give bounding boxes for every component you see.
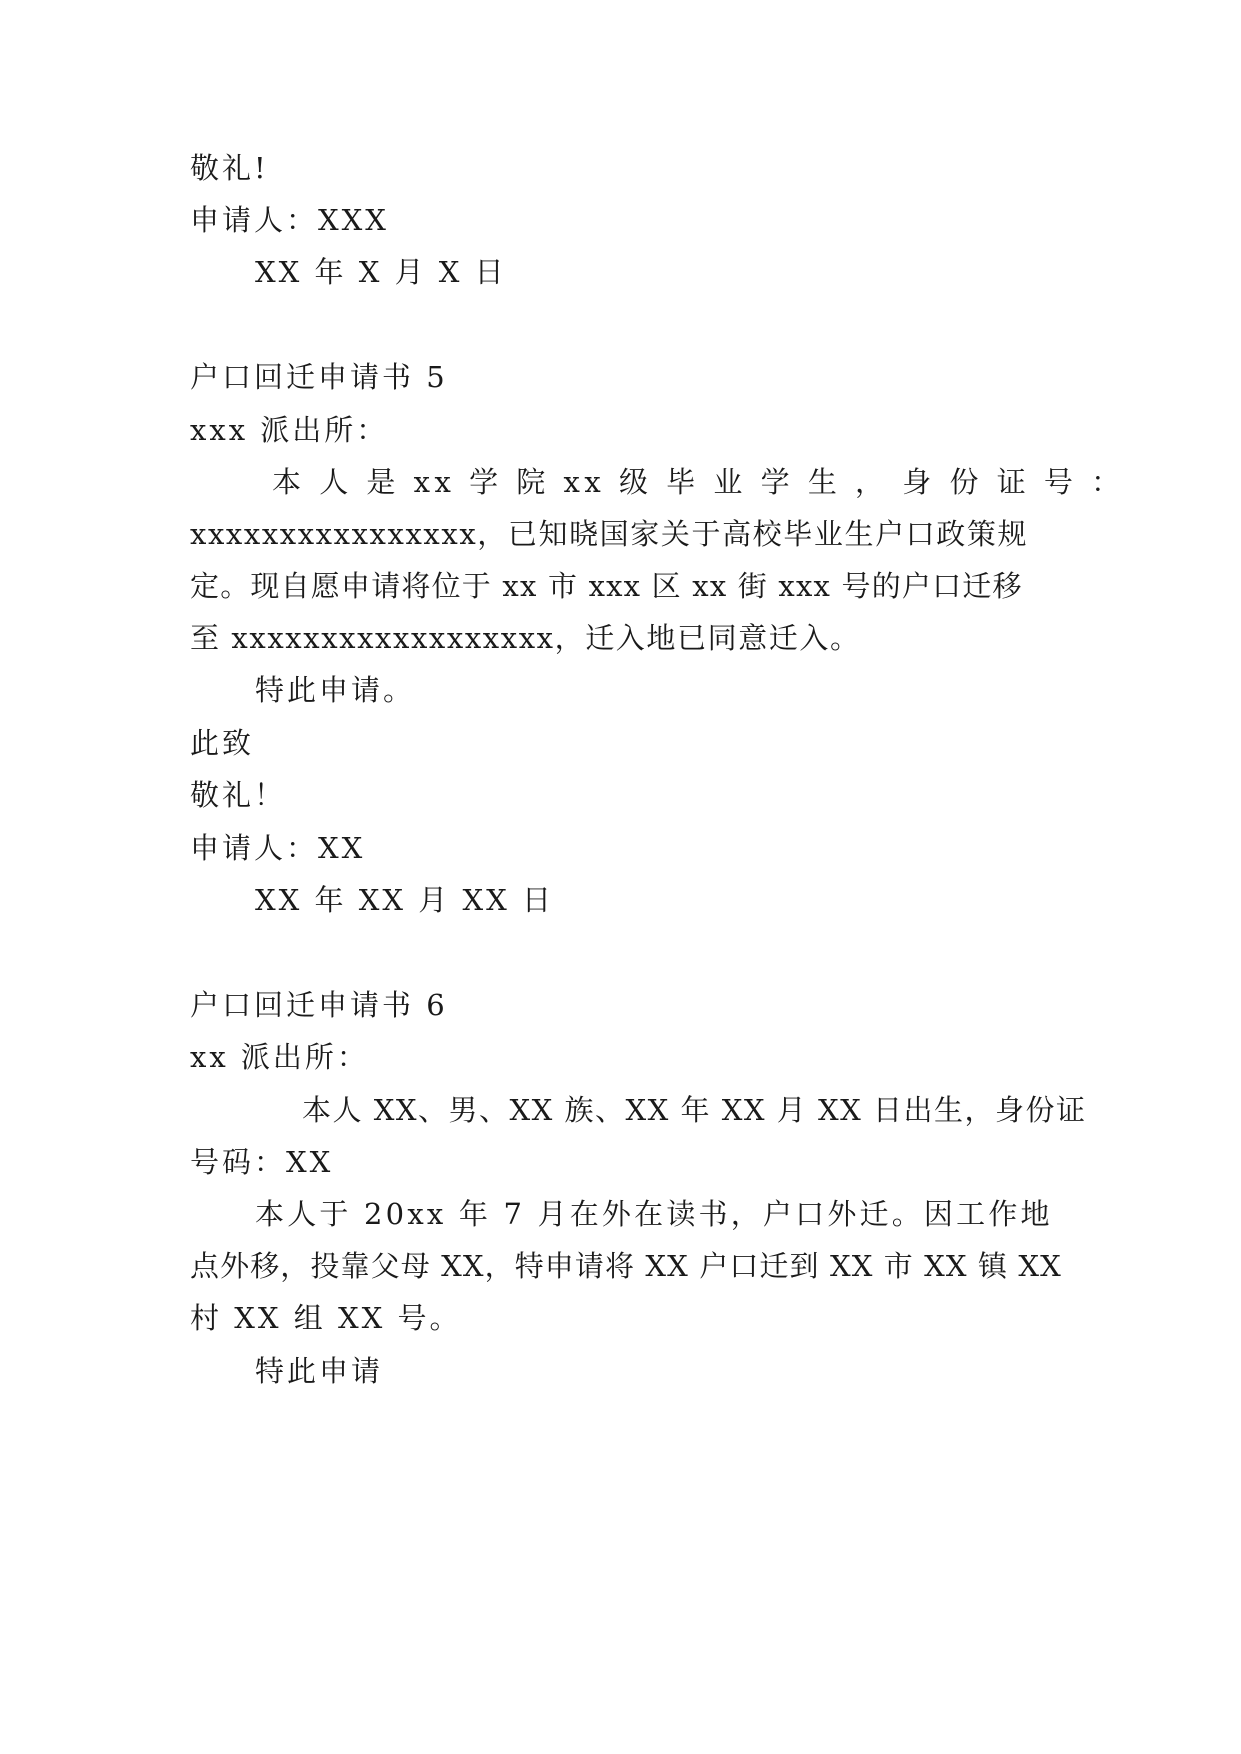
body-paragraph-line: 点外移，投靠父母 XX，特申请将 XX 户口迁到 XX 市 XX 镇 XX bbox=[190, 1249, 1062, 1283]
body-text: 本 人 是 xx 学 院 xx 级 毕 业 学 生 ， 身 份 证 号 ： bbox=[272, 465, 1125, 499]
body-paragraph-line: 至 xxxxxxxxxxxxxxxxxx，迁入地已同意迁入。 bbox=[190, 621, 861, 655]
request-line: 特此申请 bbox=[255, 1354, 384, 1388]
body-paragraph-line: 定。现自愿申请将位于 xx 市 xxx 区 xx 街 xxx 号的户口迁移 bbox=[190, 569, 1023, 603]
salutation: 敬礼！ bbox=[190, 778, 287, 812]
salutation: 敬礼! bbox=[190, 151, 269, 185]
body-paragraph-line: 村 XX 组 XX 号。 bbox=[190, 1301, 462, 1335]
body-paragraph-line: 号码：XX bbox=[190, 1145, 334, 1179]
applicant-line: 申请人：XX bbox=[190, 831, 366, 865]
body-paragraph-line: xxxxxxxxxxxxxxxx，已知晓国家关于高校毕业生户口政策规 bbox=[190, 517, 1029, 551]
body-paragraph-line bbox=[272, 462, 1125, 502]
date-line: XX 年 XX 月 XX 日 bbox=[255, 883, 554, 917]
addressee: xxx 派出所： bbox=[190, 413, 389, 447]
closing-line: 此致 bbox=[190, 726, 255, 760]
letter-title: 户口回迁申请书 5 bbox=[190, 360, 448, 394]
letter-title: 户口回迁申请书 6 bbox=[190, 988, 448, 1022]
body-paragraph-line: 本人 XX、男、XX 族、XX 年 XX 月 XX 日出生，身份证 bbox=[302, 1093, 1087, 1127]
request-line: 特此申请。 bbox=[255, 673, 416, 707]
date-line: XX 年 X 月 X 日 bbox=[255, 255, 507, 289]
applicant-line: 申请人：XXX bbox=[190, 203, 389, 237]
body-paragraph-line: 本人于 20xx 年 7 月在外在读书，户口外迁。因工作地 bbox=[255, 1197, 1053, 1231]
addressee: xx 派出所： bbox=[190, 1040, 369, 1074]
